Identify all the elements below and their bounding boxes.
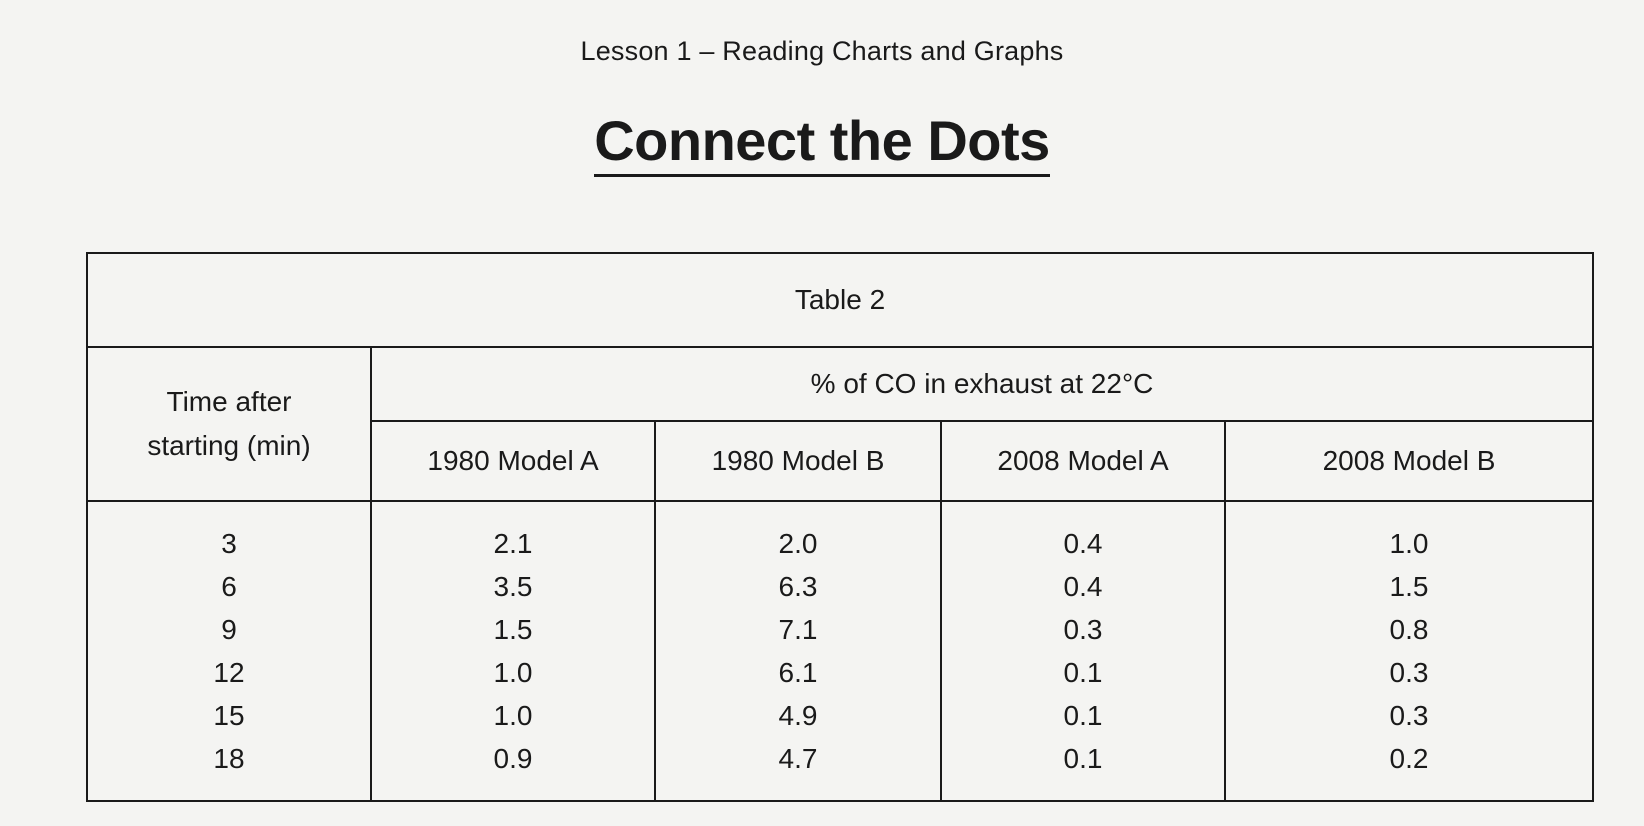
co-value: 0.3	[1389, 700, 1429, 731]
co-value: 0.3	[1389, 657, 1429, 688]
time-header-line-1: Time after	[166, 386, 292, 417]
time-value: 6	[221, 571, 237, 602]
co-value: 1.0	[493, 700, 533, 731]
model-header: 1980 Model A	[371, 421, 655, 501]
co-value: 0.3	[1063, 614, 1103, 645]
time-value: 15	[213, 700, 245, 731]
time-value: 9	[221, 614, 237, 645]
co-value: 1.0	[493, 657, 533, 688]
co-value: 0.9	[493, 743, 533, 774]
model-header: 2008 Model A	[941, 421, 1225, 501]
time-header	[87, 347, 371, 501]
co-value: 6.1	[778, 657, 818, 688]
model-column-2008-b	[1225, 501, 1593, 801]
co-value: 1.5	[493, 614, 533, 645]
model-header: 2008 Model B	[1225, 421, 1593, 501]
model-column-1980-b	[655, 501, 941, 801]
co-value: 4.9	[778, 700, 818, 731]
co-value: 2.0	[778, 528, 818, 559]
co-value: 0.4	[1063, 571, 1103, 602]
time-value: 18	[213, 743, 245, 774]
co-value: 1.0	[1389, 528, 1429, 559]
page-title-text: Connect the Dots	[594, 109, 1050, 177]
co-group-header: % of CO in exhaust at 22°C	[371, 347, 1593, 421]
model-column-2008-a	[941, 501, 1225, 801]
co-value: 4.7	[778, 743, 818, 774]
time-value: 3	[221, 528, 237, 559]
page-title	[0, 108, 1644, 173]
time-value: 12	[213, 657, 245, 688]
co-value: 0.8	[1389, 614, 1429, 645]
co-exhaust-table	[86, 252, 1594, 802]
co-value: 0.1	[1063, 700, 1103, 731]
co-value: 2.1	[493, 528, 533, 559]
lesson-heading: Lesson 1 – Reading Charts and Graphs	[580, 36, 1064, 66]
co-value: 1.5	[1389, 571, 1429, 602]
co-value: 6.3	[778, 571, 818, 602]
table-caption: Table 2	[87, 253, 1593, 347]
model-column-1980-a	[371, 501, 655, 801]
time-header-line-2: starting (min)	[147, 430, 311, 461]
co-value: 7.1	[778, 614, 818, 645]
co-value: 0.1	[1063, 657, 1103, 688]
co-value: 0.4	[1063, 528, 1103, 559]
co-value: 0.1	[1063, 743, 1103, 774]
co-value: 3.5	[493, 571, 533, 602]
model-header: 1980 Model B	[655, 421, 941, 501]
co-value: 0.2	[1389, 743, 1429, 774]
time-column	[87, 501, 371, 801]
